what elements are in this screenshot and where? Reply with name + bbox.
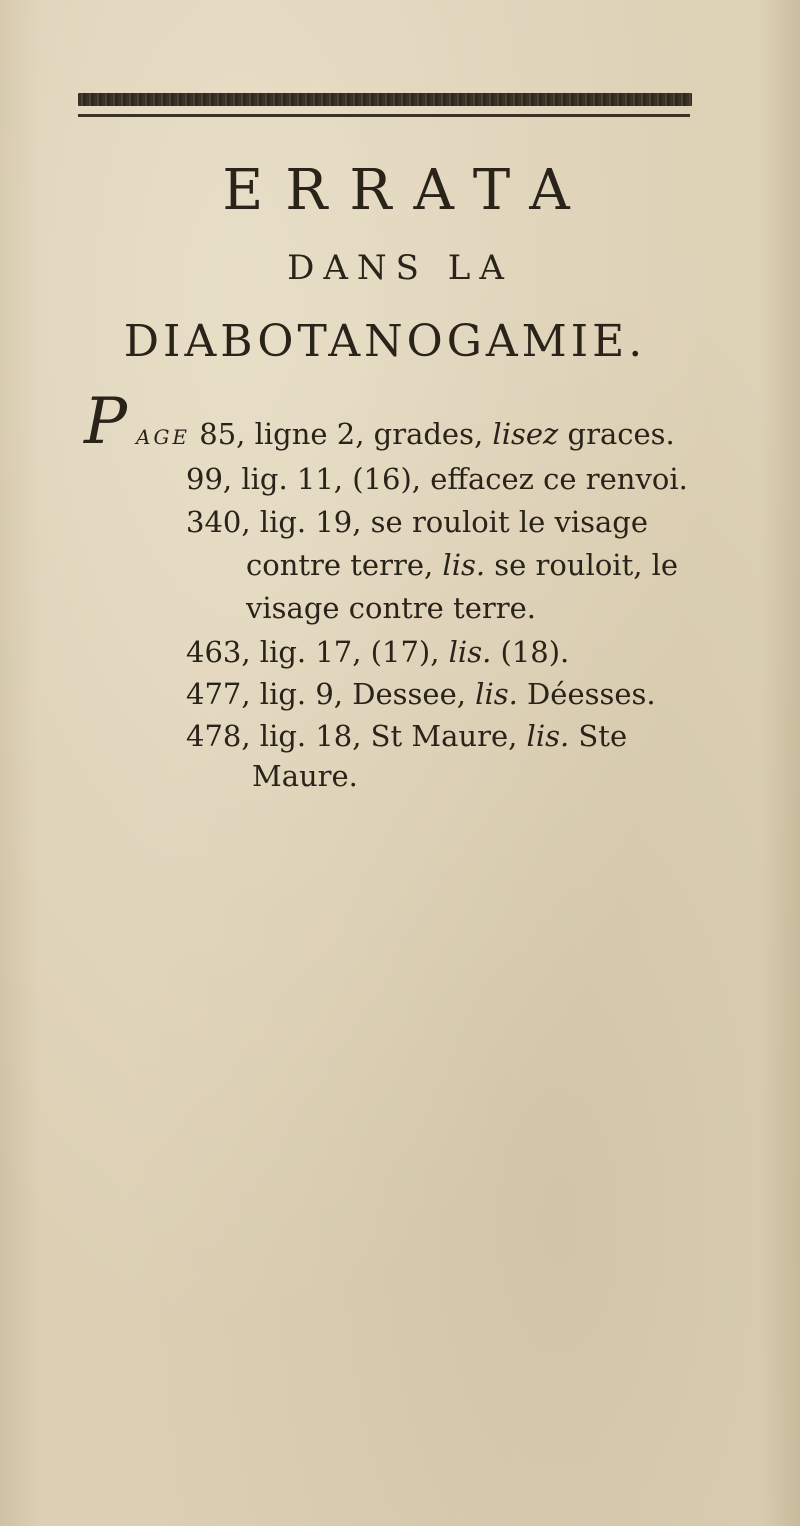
- entry-text: 477, lig. 9, Dessee,: [186, 677, 476, 711]
- lis-word: lis.: [448, 635, 492, 669]
- errata-entry-4: [186, 635, 570, 669]
- lis-word: lis.: [526, 719, 570, 753]
- entry-text: se rouloit, le: [485, 548, 679, 582]
- page-title: ERRATA: [222, 158, 592, 223]
- lis-word: lis.: [442, 548, 486, 582]
- errata-entry-3-line-3: visage contre terre.: [246, 591, 536, 625]
- ornamental-rule-thick: [78, 93, 692, 106]
- errata-entry-6-line-1: [186, 719, 628, 753]
- errata-entry-2: 99, lig. 11, (16), effacez ce renvoi.: [186, 462, 688, 496]
- page-subtitle: DANS LA: [287, 248, 513, 288]
- entry-text: 463, lig. 17, (17),: [186, 635, 449, 669]
- errata-entry-3-line-2: [246, 548, 679, 582]
- entry-text: Déesses.: [517, 677, 656, 711]
- lis-word: lis.: [475, 677, 518, 711]
- entry-text: graces.: [558, 417, 675, 451]
- ornamental-rule-thin: [78, 114, 690, 117]
- entry-text: 478, lig. 18, St Maure,: [186, 719, 527, 753]
- errata-entry-3-line-1: 340, lig. 19, se rouloit le visage: [186, 505, 649, 539]
- errata-entry-5: [186, 677, 656, 711]
- entry-text: contre terre,: [246, 548, 443, 582]
- drop-initial: P: [84, 385, 128, 459]
- entry-text: 85, ligne 2, grades,: [190, 417, 493, 451]
- lisez-word: lisez: [492, 417, 559, 451]
- small-caps-word: AGE: [136, 425, 191, 449]
- book-title: DIABOTANOGAMIE.: [123, 316, 647, 367]
- entry-text: Ste: [569, 719, 628, 753]
- errata-entry-6-line-2: Maure.: [252, 759, 358, 793]
- entry-text: (18).: [491, 635, 570, 669]
- errata-entry-1: [136, 417, 675, 451]
